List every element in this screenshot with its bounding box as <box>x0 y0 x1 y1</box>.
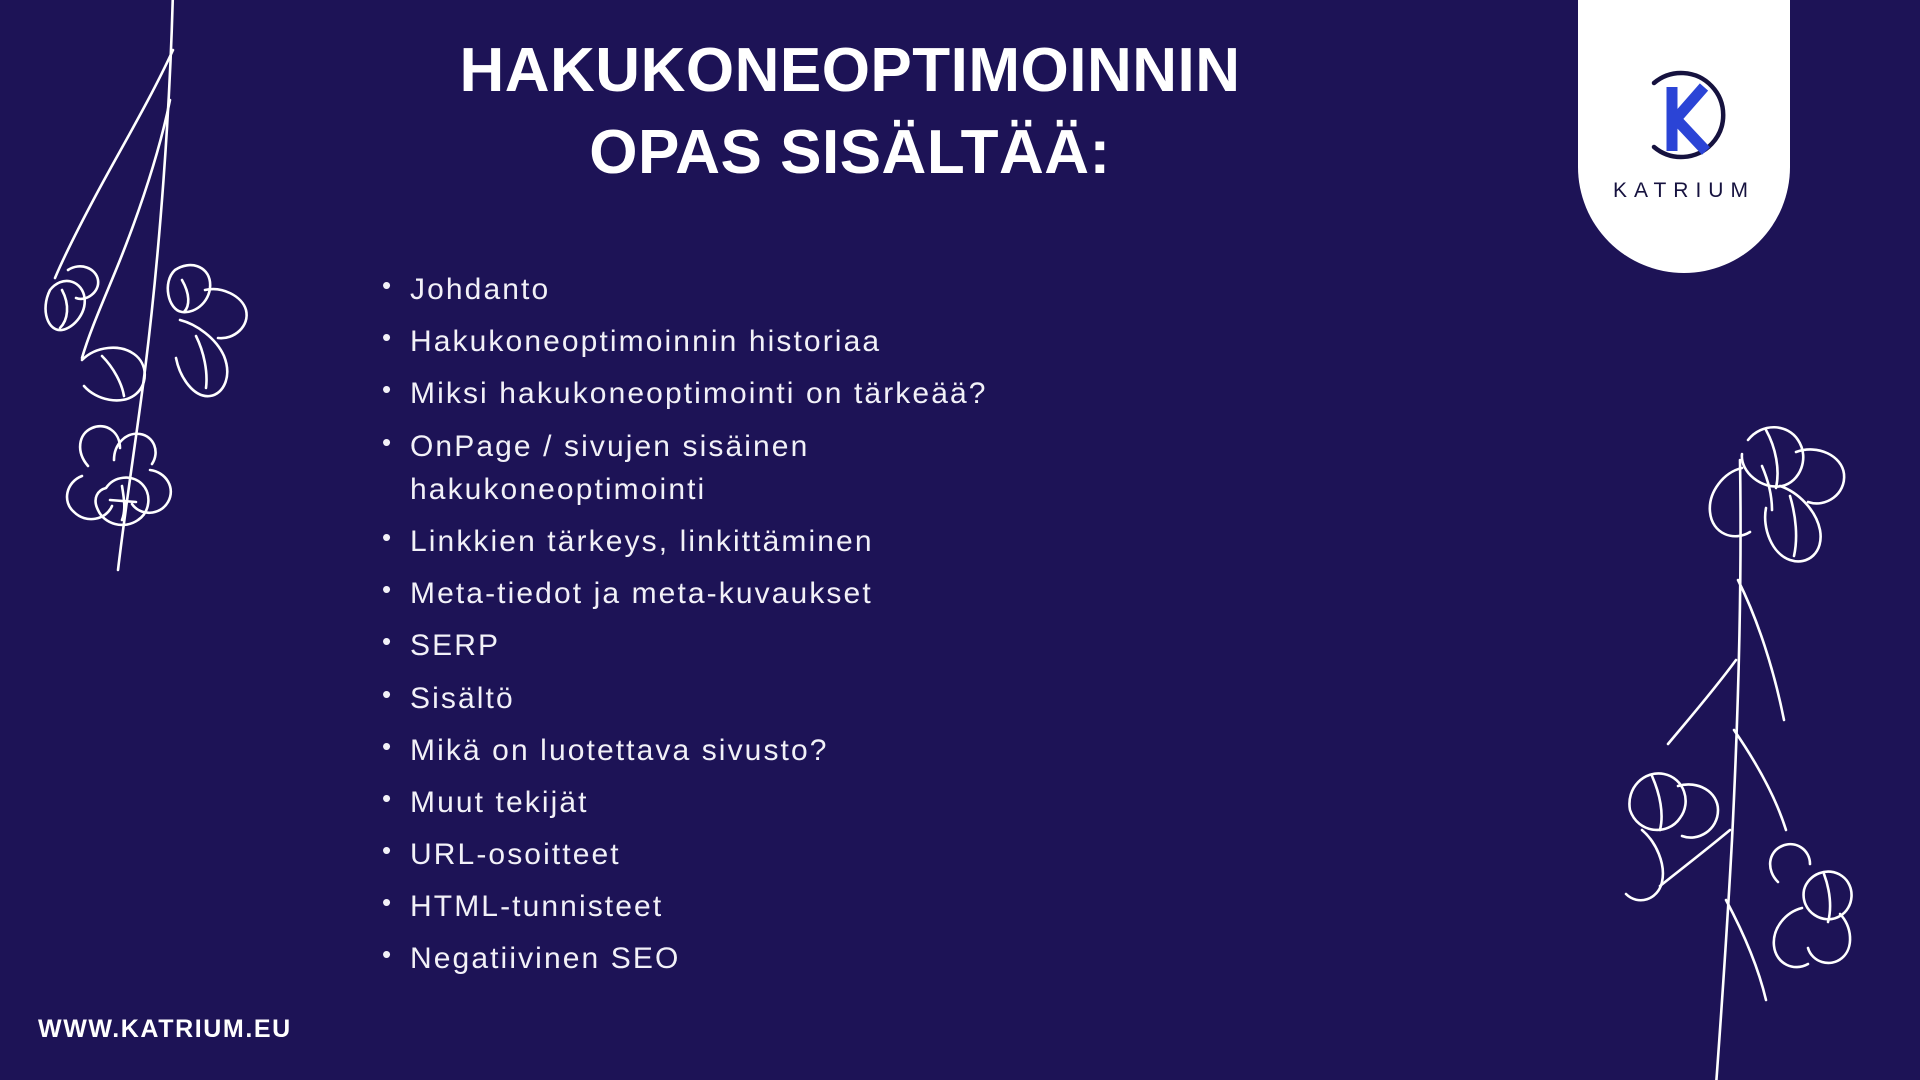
list-item <box>378 372 1358 415</box>
brand-logo-badge <box>1578 0 1790 273</box>
list-item <box>378 520 1358 563</box>
list-item <box>378 885 1358 928</box>
list-item-label: Sisältö <box>410 681 515 715</box>
list-item <box>378 624 1358 667</box>
floral-decoration-right-icon <box>1590 400 1880 1080</box>
list-item <box>378 729 1358 772</box>
list-item <box>378 677 1358 720</box>
list-item-label: Mikä on luotettava sivusto? <box>410 733 829 767</box>
list-item-label: Muut tekijät <box>410 785 589 819</box>
brand-wordmark: KATRIUM <box>1613 178 1755 202</box>
list-item-label: Miksi hakukoneoptimointi on tärkeää? <box>410 377 988 411</box>
title-line-2: OPAS SISÄLTÄÄ: <box>589 117 1111 187</box>
list-item-label: Meta-tiedot ja meta-kuvaukset <box>410 577 873 611</box>
list-item <box>378 268 1358 311</box>
page-title <box>300 30 1400 194</box>
list-item-label: Johdanto <box>410 273 551 306</box>
contents-list <box>378 268 1358 990</box>
list-item-label: OnPage / sivujen sisäinen <box>410 429 810 463</box>
list-item-label: Linkkien tärkeys, linkittäminen <box>410 524 874 558</box>
list-item-label: SERP <box>410 629 501 663</box>
list-item <box>378 833 1358 876</box>
title-line-1: HAKUKONEOPTIMOINNIN <box>459 36 1241 105</box>
list-item <box>378 425 1358 511</box>
list-item-label: URL-osoitteet <box>410 838 621 872</box>
list-item-label: Negatiivinen SEO <box>410 942 681 976</box>
list-item <box>378 320 1358 363</box>
list-item-label-continued: hakukoneoptimointi <box>410 472 707 506</box>
list-item <box>378 572 1358 615</box>
list-item <box>378 781 1358 824</box>
list-item <box>378 937 1358 980</box>
footer-website-url: WWW.KATRIUM.EU <box>38 1015 292 1043</box>
floral-decoration-left-icon <box>10 0 310 670</box>
list-item-label: HTML-tunnisteet <box>410 890 664 924</box>
katrium-k-icon <box>1624 59 1744 171</box>
list-item-label: Hakukoneoptimoinnin historiaa <box>410 325 882 359</box>
